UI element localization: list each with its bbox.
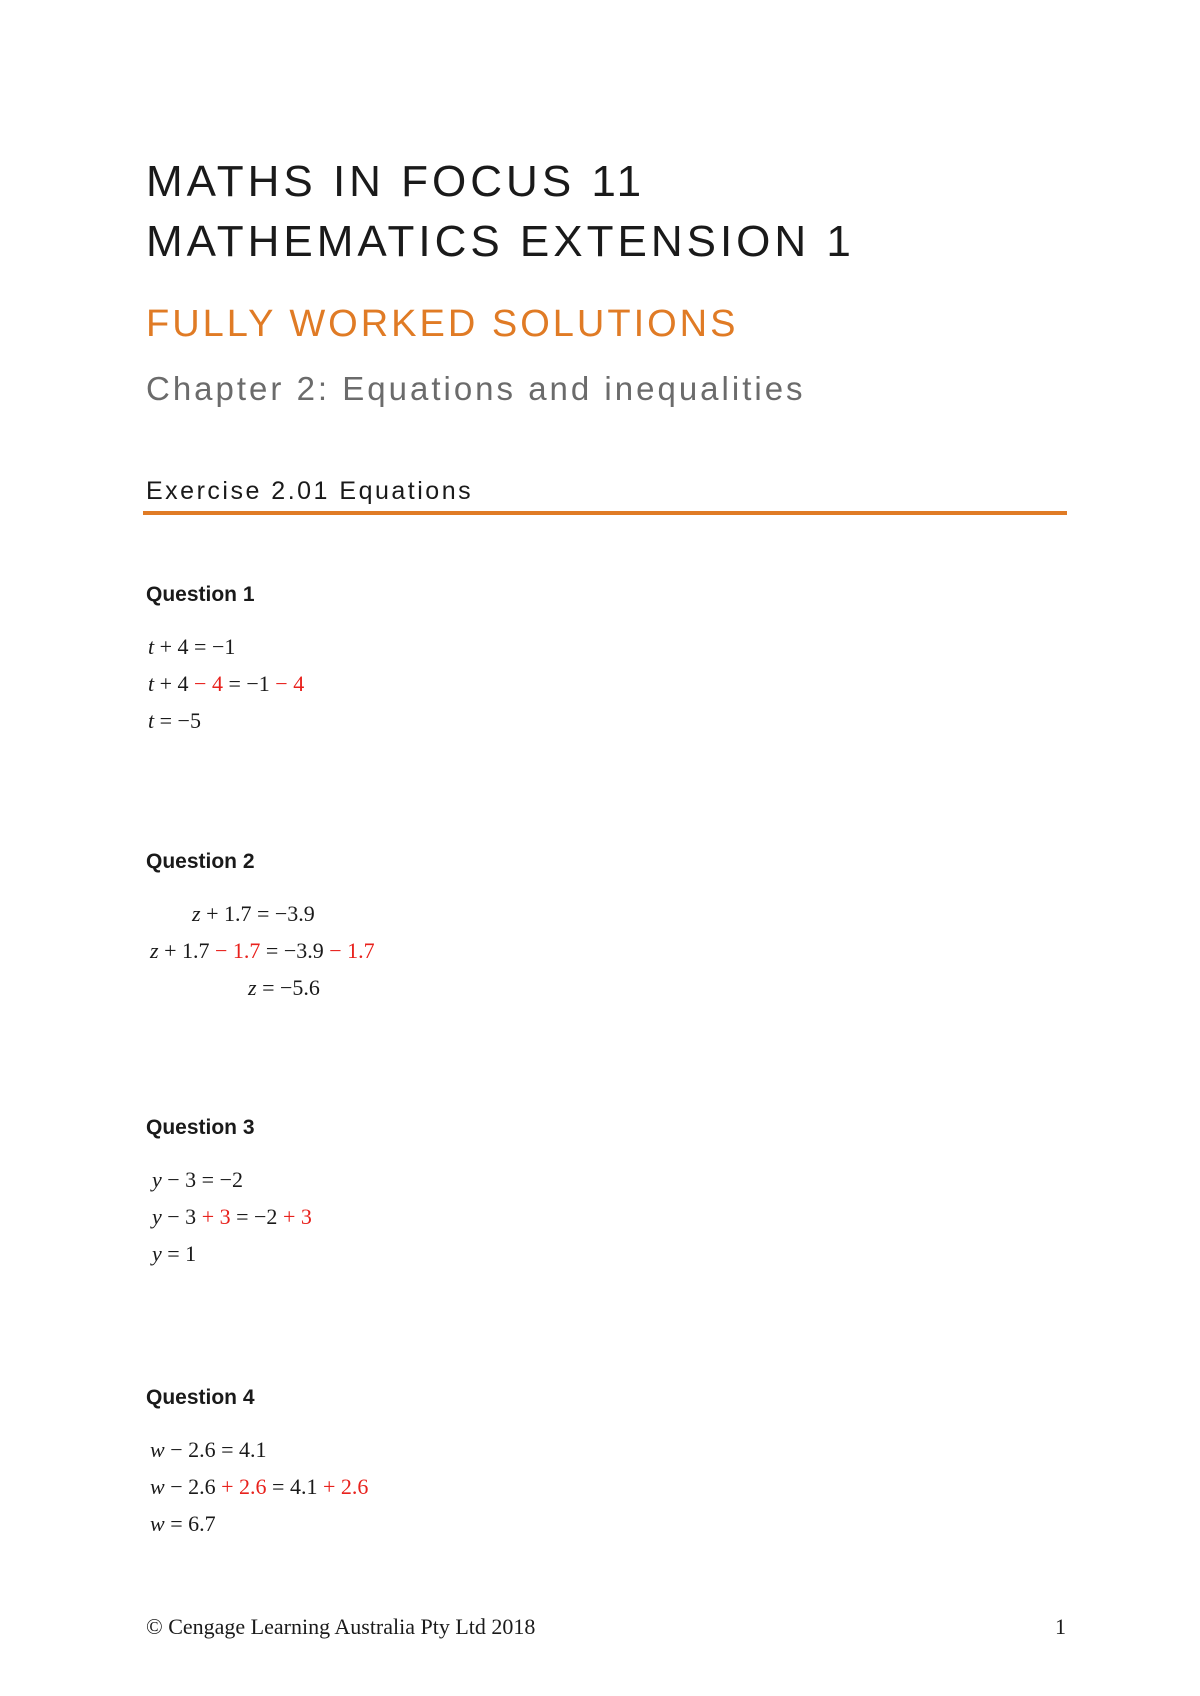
equation-line: t + 4 = −1 <box>148 634 236 659</box>
document-subtitle: FULLY WORKED SOLUTIONS <box>146 303 739 345</box>
equation-line: w = 6.7 <box>150 1511 216 1536</box>
equation-line: w − 2.6 = 4.1 <box>150 1437 267 1462</box>
exercise-heading: Exercise 2.01 Equations <box>146 477 474 505</box>
question-heading: Question 4 <box>146 1386 255 1409</box>
question-heading: Question 2 <box>146 850 255 873</box>
copyright-notice: © Cengage Learning Australia Pty Ltd 2018 <box>146 1614 536 1639</box>
equation-line: y − 3 + 3 = −2 + 3 <box>152 1204 312 1229</box>
page-number: 1 <box>1055 1614 1066 1639</box>
equation-line: t + 4 − 4 = −1 − 4 <box>148 671 305 696</box>
equation-line: t = −5 <box>148 708 201 733</box>
chapter-title: Chapter 2: Equations and inequalities <box>146 370 806 407</box>
equation-line: z = −5.6 <box>248 975 320 1000</box>
book-title-line-2: MATHEMATICS EXTENSION 1 <box>146 217 855 266</box>
question-4 <box>146 1386 946 1536</box>
equation-line: y = 1 <box>152 1241 197 1266</box>
question-3 <box>146 1116 946 1266</box>
question-heading: Question 3 <box>146 1116 255 1139</box>
question-2 <box>146 850 946 1000</box>
equation-line: y − 3 = −2 <box>152 1167 243 1192</box>
section-divider <box>143 511 1067 515</box>
equation-line: z + 1.7 = −3.9 <box>192 901 315 926</box>
equation-line: w − 2.6 + 2.6 = 4.1 + 2.6 <box>150 1474 369 1499</box>
question-heading: Question 1 <box>146 583 255 606</box>
equation-line: z + 1.7 − 1.7 = −3.9 − 1.7 <box>150 938 375 963</box>
question-1 <box>146 583 946 733</box>
page-footer <box>146 1616 1066 1638</box>
book-title-line-1: MATHS IN FOCUS 11 <box>146 157 646 206</box>
